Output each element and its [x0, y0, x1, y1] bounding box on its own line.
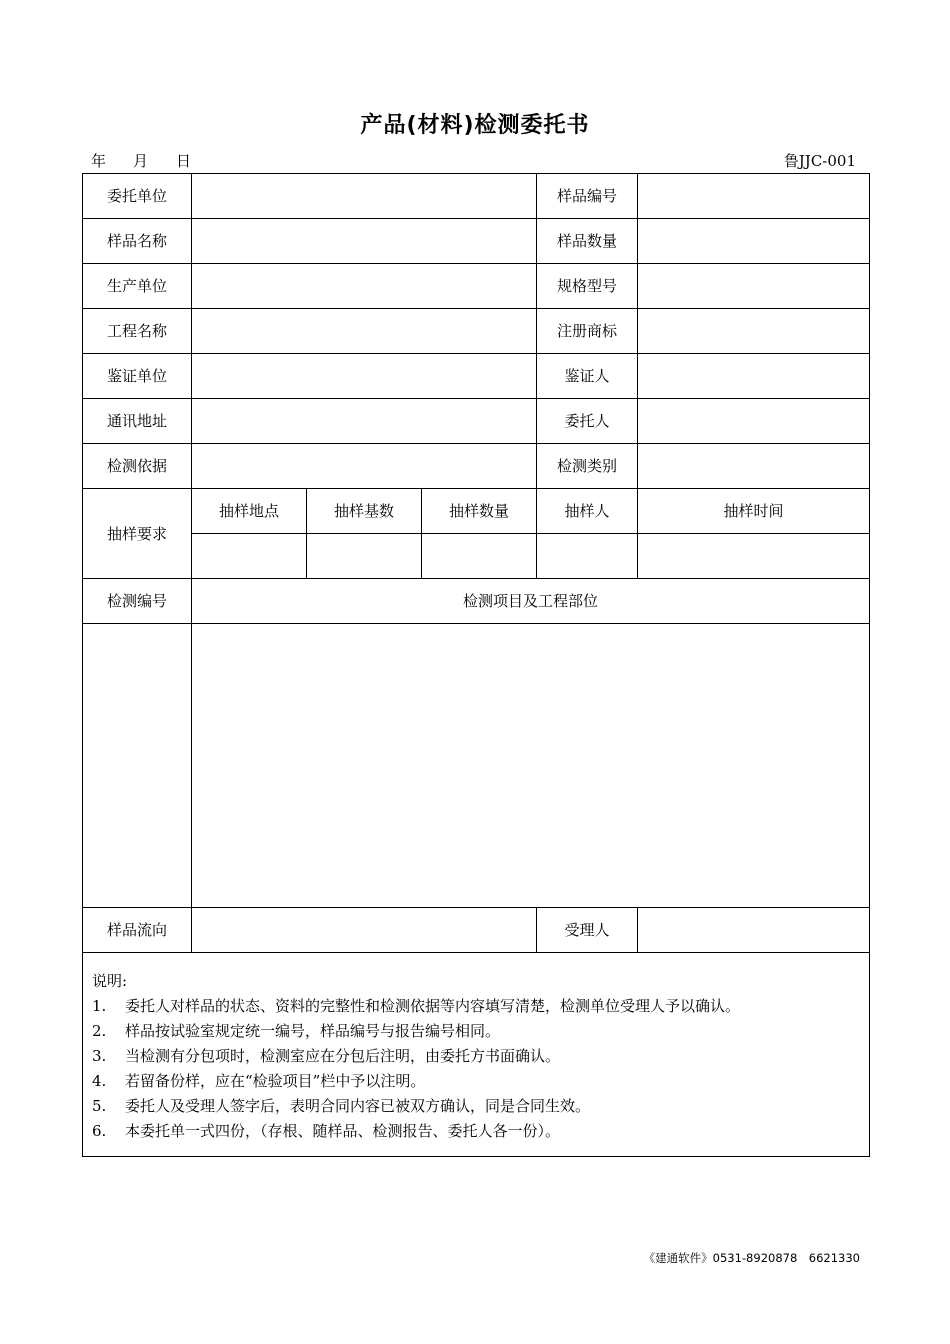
form-row-project — [83, 309, 870, 354]
commission-form-table — [82, 173, 870, 1157]
sampling-location-field[interactable] — [192, 534, 307, 579]
trademark-field[interactable] — [638, 309, 870, 354]
witness-unit-label: 鉴证单位 — [83, 354, 192, 399]
test-content-row — [83, 624, 870, 908]
form-row-witness — [83, 354, 870, 399]
note-number: 6. — [92, 1122, 107, 1140]
note-text: 委托人对样品的状态、资料的完整性和检测依据等内容填写清楚，检测单位受理人予以确认。 — [125, 997, 741, 1015]
sample-flow-label: 样品流向 — [83, 908, 192, 953]
spec-model-label: 规格型号 — [537, 264, 638, 309]
manufacturer-label: 生产单位 — [83, 264, 192, 309]
sample-name-field[interactable] — [192, 219, 537, 264]
sample-number-field[interactable] — [638, 174, 870, 219]
note-text: 当检测有分包项时，检测室应在分包后注明，由委托方书面确认。 — [125, 1047, 561, 1065]
client-unit-label: 委托单位 — [83, 174, 192, 219]
sampler-header: 抽样人 — [537, 489, 638, 534]
note-text: 委托人及受理人签字后，表明合同内容已被双方确认，同是合同生效。 — [125, 1097, 591, 1115]
client-unit-field[interactable] — [192, 174, 537, 219]
note-text: 本委托单一式四份，（存根、随样品、检测报告、委托人各一份）。 — [125, 1122, 561, 1140]
note-number: 4. — [92, 1072, 107, 1090]
page-title: 产品(材料)检测委托书 — [360, 113, 590, 138]
sampling-value-row — [83, 534, 870, 579]
test-category-field[interactable] — [638, 444, 870, 489]
test-header-row — [83, 579, 870, 624]
test-basis-field[interactable] — [192, 444, 537, 489]
client-person-field[interactable] — [638, 399, 870, 444]
note-number: 3. — [92, 1047, 107, 1065]
sampling-quantity-field[interactable] — [422, 534, 537, 579]
sample-quantity-label: 样品数量 — [537, 219, 638, 264]
receiver-field[interactable] — [638, 908, 870, 953]
note-number: 1. — [92, 997, 107, 1015]
note-number: 5. — [92, 1097, 107, 1115]
address-field[interactable] — [192, 399, 537, 444]
test-category-label: 检测类别 — [537, 444, 638, 489]
form-row-client — [83, 174, 870, 219]
sample-flow-field[interactable] — [192, 908, 537, 953]
address-label: 通讯地址 — [83, 399, 192, 444]
sampling-location-header: 抽样地点 — [192, 489, 307, 534]
client-person-label: 委托人 — [537, 399, 638, 444]
sample-number-label: 样品编号 — [537, 174, 638, 219]
sample-name-label: 样品名称 — [83, 219, 192, 264]
note-item — [92, 1044, 869, 1069]
form-row-sample-name — [83, 219, 870, 264]
manufacturer-field[interactable] — [192, 264, 537, 309]
spec-model-field[interactable] — [638, 264, 870, 309]
project-name-field[interactable] — [192, 309, 537, 354]
witness-unit-field[interactable] — [192, 354, 537, 399]
note-item — [92, 994, 869, 1019]
notes-row — [83, 953, 870, 1157]
note-number: 2. — [92, 1022, 107, 1040]
date-year-label: 年 — [91, 152, 107, 170]
note-item — [92, 1019, 869, 1044]
form-code: 鲁JJC-001 — [783, 152, 856, 170]
notes-section — [83, 953, 870, 1157]
sampling-base-header: 抽样基数 — [307, 489, 422, 534]
test-items-field[interactable] — [192, 624, 870, 908]
note-item — [92, 1119, 869, 1144]
footer-software-contact: 《建通软件》0531-8920878 6621330 — [643, 1251, 860, 1265]
note-text: 若留备份样，应在“检验项目”栏中予以注明。 — [125, 1072, 426, 1090]
date-month-label: 月 — [133, 152, 149, 170]
date-day-label: 日 — [176, 152, 192, 170]
test-number-label: 检测编号 — [83, 579, 192, 624]
trademark-label: 注册商标 — [537, 309, 638, 354]
sampling-requirements-label: 抽样要求 — [83, 489, 192, 579]
form-row-flow — [83, 908, 870, 953]
form-row-basis — [83, 444, 870, 489]
sampler-field[interactable] — [537, 534, 638, 579]
form-row-manufacturer — [83, 264, 870, 309]
sample-quantity-field[interactable] — [638, 219, 870, 264]
sampling-base-field[interactable] — [307, 534, 422, 579]
witness-person-field[interactable] — [638, 354, 870, 399]
receiver-label: 受理人 — [537, 908, 638, 953]
sampling-header-row — [83, 489, 870, 534]
sampling-time-field[interactable] — [638, 534, 870, 579]
note-item — [92, 1069, 869, 1094]
test-number-field[interactable] — [83, 624, 192, 908]
sampling-time-header: 抽样时间 — [638, 489, 870, 534]
notes-heading: 说明: — [92, 972, 128, 990]
witness-person-label: 鉴证人 — [537, 354, 638, 399]
note-text: 样品按试验室规定统一编号，样品编号与报告编号相同。 — [125, 1022, 501, 1040]
test-items-label: 检测项目及工程部位 — [192, 579, 870, 624]
form-row-address — [83, 399, 870, 444]
project-name-label: 工程名称 — [83, 309, 192, 354]
note-item — [92, 1094, 869, 1119]
sampling-quantity-header: 抽样数量 — [422, 489, 537, 534]
date-line — [91, 150, 211, 170]
test-basis-label: 检测依据 — [83, 444, 192, 489]
